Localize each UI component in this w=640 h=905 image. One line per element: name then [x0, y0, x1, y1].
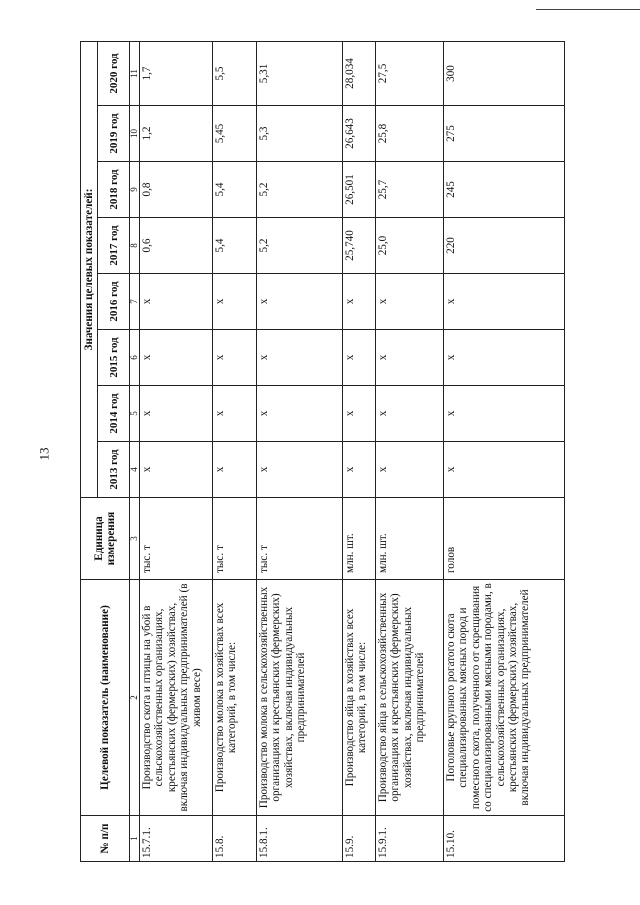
row-number: 15.10. — [444, 816, 565, 862]
value-cell: х — [257, 442, 343, 498]
targets-table — [80, 41, 565, 862]
value-cell: х — [140, 274, 213, 330]
header-indicator: Целевой показатель (наименование) — [81, 580, 130, 816]
value-cell: 25,7 — [376, 162, 444, 218]
value-cell: 300 — [444, 41, 565, 105]
value-cell: 245 — [444, 162, 565, 218]
table-row — [257, 41, 343, 861]
value-cell: х — [444, 274, 565, 330]
value-cell: х — [343, 274, 376, 330]
value-cell: х — [140, 442, 213, 498]
header-year: 2019 год — [98, 106, 130, 162]
value-cell: х — [376, 330, 444, 386]
value-cell: 5,4 — [213, 162, 257, 218]
table-row — [444, 41, 565, 861]
indicator-name: Производство скота и птицы на убой в сельскохозяйственных организациях, крестьянских (фермерских) хозяйствах, включая индивидуальных предпринимателей (в живом весе) — [140, 580, 213, 816]
table-row — [376, 41, 444, 861]
unit-cell: тыс. т — [140, 498, 213, 580]
header-year: 2016 год — [98, 274, 130, 330]
unit-cell: тыс. т — [257, 498, 343, 580]
value-cell: 5,45 — [213, 106, 257, 162]
value-cell: 5,5 — [213, 41, 257, 105]
value-cell: 25,8 — [376, 106, 444, 162]
value-cell: 0,8 — [140, 162, 213, 218]
value-cell: 1,2 — [140, 106, 213, 162]
header-year: 2020 год — [98, 41, 130, 105]
value-cell: х — [376, 442, 444, 498]
indicator-name: Производство молока в сельскохозяйственных организациях и крестьянских (фермерских) хозяйствах, включая индивидуальных предпринимателей — [257, 580, 343, 816]
value-cell: 5,2 — [257, 218, 343, 274]
value-cell: 28,034 — [343, 41, 376, 105]
unit-cell: голов — [444, 498, 565, 580]
value-cell: 5,3 — [257, 106, 343, 162]
unit-cell: млн. шт. — [376, 498, 444, 580]
indicator-name: Производство молока в хозяйствах всех категорий, в том числе: — [213, 580, 257, 816]
header-year: 2014 год — [98, 386, 130, 442]
value-cell: 0,6 — [140, 218, 213, 274]
header-year: 2018 год — [98, 162, 130, 218]
indicator-name: Производство яйца в сельскохозяйственных организациях и крестьянских (фермерских) хозяйствах, включая индивидуальных предпринимателей — [376, 580, 444, 816]
unit-cell: тыс. т — [213, 498, 257, 580]
row-number: 15.7.1. — [140, 816, 213, 862]
value-cell: 1,7 — [140, 41, 213, 105]
indicator-name: Поголовье крупного рогатого скота специализированных мясных пород и помесного скота, полученного от скрещивания со специализированными мясными породами, в сельскохозяйственных организациях, крестьянских (фермерских) хозяйствах, включая индивидуальных предпринимателей — [444, 580, 565, 816]
header-year: 2017 год — [98, 218, 130, 274]
value-cell: х — [343, 330, 376, 386]
header-year: 2015 год — [98, 330, 130, 386]
value-cell: х — [257, 330, 343, 386]
value-cell: 27,5 — [376, 41, 444, 105]
value-cell: 25,0 — [376, 218, 444, 274]
row-number: 15.9.1. — [376, 816, 444, 862]
value-cell: х — [343, 442, 376, 498]
column-number: 11 — [130, 41, 140, 105]
value-cell: 5,2 — [257, 162, 343, 218]
column-number: 1 — [130, 816, 140, 862]
value-cell: 5,31 — [257, 41, 343, 105]
value-cell: х — [376, 274, 444, 330]
value-cell: х — [257, 274, 343, 330]
column-number: 4 — [130, 442, 140, 498]
column-number: 9 — [130, 162, 140, 218]
value-cell: х — [140, 386, 213, 442]
row-number: 15.8.1. — [257, 816, 343, 862]
value-cell: х — [213, 274, 257, 330]
value-cell: х — [444, 386, 565, 442]
value-cell: х — [140, 330, 213, 386]
value-cell: х — [376, 386, 444, 442]
column-number: 2 — [130, 580, 140, 816]
value-cell: 275 — [444, 106, 565, 162]
column-number: 3 — [130, 498, 140, 580]
header-unit: Единица измерения — [81, 498, 130, 580]
row-number: 15.9. — [343, 816, 376, 862]
column-number: 10 — [130, 106, 140, 162]
header-values-group: Значения целевых показателей: — [81, 41, 98, 497]
value-cell: 5,4 — [213, 218, 257, 274]
column-number: 7 — [130, 274, 140, 330]
value-cell: х — [213, 330, 257, 386]
rotated-table-wrapper — [80, 42, 564, 862]
row-number: 15.8. — [213, 816, 257, 862]
table-row — [140, 41, 213, 861]
value-cell: х — [343, 386, 376, 442]
table-row — [343, 41, 376, 861]
value-cell: х — [444, 442, 565, 498]
value-cell: 26,501 — [343, 162, 376, 218]
value-cell: х — [213, 386, 257, 442]
value-cell: 26,643 — [343, 106, 376, 162]
page-number: 13 — [36, 447, 52, 461]
value-cell: х — [444, 330, 565, 386]
column-number: 5 — [130, 386, 140, 442]
value-cell: х — [257, 386, 343, 442]
unit-cell: млн. шт. — [343, 498, 376, 580]
value-cell: 25,740 — [343, 218, 376, 274]
column-number: 8 — [130, 218, 140, 274]
value-cell: 220 — [444, 218, 565, 274]
header-year: 2013 год — [98, 442, 130, 498]
indicator-name: Производство яйца в хозяйствах всех категорий, в том числе: — [343, 580, 376, 816]
top-rule — [536, 9, 640, 10]
column-number: 6 — [130, 330, 140, 386]
table-row — [213, 41, 257, 861]
header-no: № п/п — [81, 816, 130, 862]
value-cell: х — [213, 442, 257, 498]
